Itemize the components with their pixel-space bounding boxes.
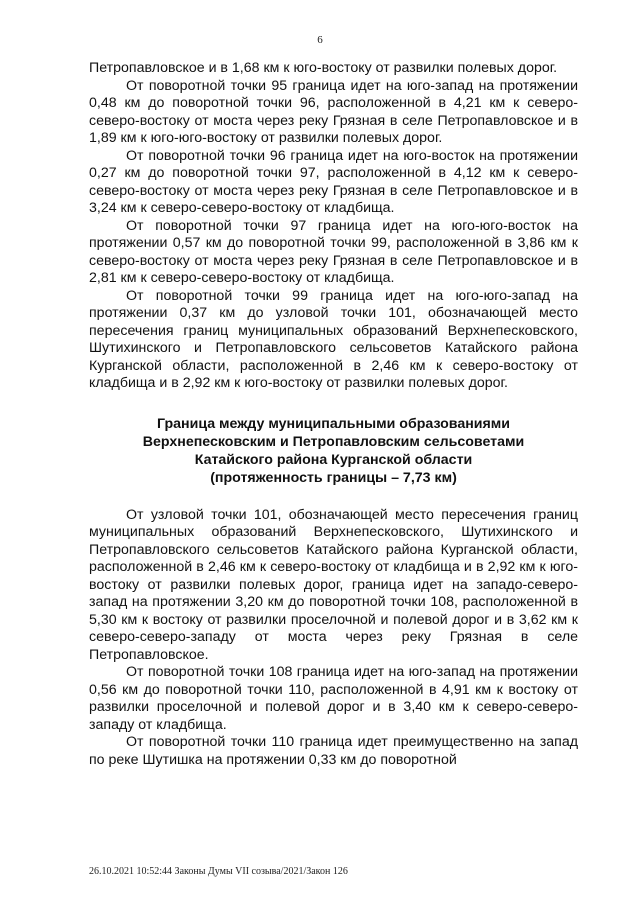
paragraph: От поворотной точки 96 граница идет на юго-восток на протяжении 0,27 км до поворотной точки 97, расположенной в 4,12 км к северо-северо-востоку от моста через реку Грязная в селе Петропавловское и в 3,24 км к северо-северо-востоку от кладбища.	[89, 147, 578, 216]
heading-line: Катайского района Курганской области	[194, 451, 473, 468]
heading-length-line: (протяженность границы – 7,73 км)	[210, 469, 457, 486]
section-heading	[89, 415, 578, 487]
paragraph: От поворотной точки 110 граница идет преимущественно на запад по реке Шутишка на протяжении 0,33 км до поворотной	[89, 734, 578, 768]
paragraph: От поворотной точки 99 граница идет на юго-юго-запад на протяжении 0,37 км до узловой точки 101, обозначающей место пересечения границ муниципальных образований Верхнепесковского, Шутихинского и Петропавловского сельсоветов Катайского района Курганской области, расположенной в 2,46 км к северо-востоку от кладбища и в 2,92 км к юго-востоку от развилки полевых дорог.	[89, 287, 578, 391]
page-number: 6	[317, 34, 323, 46]
paragraph: От узловой точки 101, обозначающей место пересечения границ муниципальных образований Верхнепесковского, Шутихинского и Петропавловского сельсоветов Катайского района Курганской области, расположенной в 2,46 км к северо-востоку от кладбища и в 2,92 км к юго-востоку от развилки полевых дорог, граница идет на западо-северо-запад на протяжении 3,20 км до поворотной точки 108, расположенной в 5,30 км к востоку от развилки проселочной и полевой дорог и в 3,62 км к северо-северо-западу от моста через реку Грязная в селе Петропавловское.	[89, 506, 578, 663]
paragraph: Петропавловское и в 1,68 км к юго-востоку от развилки полевых дорог.	[89, 60, 558, 76]
paragraph: От поворотной точки 95 граница идет на юго-запад на протяжении 0,48 км до поворотной точки 96, расположенной в 4,21 км к северо-северо-востоку от моста через реку Грязная в селе Петропавловское и в 1,89 км к юго-юго-востоку от развилки полевых дорог.	[89, 77, 578, 146]
paragraph: От поворотной точки 97 граница идет на юго-юго-восток на протяжении 0,57 км до поворотной точки 99, расположенной в 3,86 км к северо-востоку от моста через реку Грязная в селе Петропавловское и в 2,81 км к северо-северо-востоку от кладбища.	[89, 217, 578, 286]
heading-line: Верхнепесковским и Петропавловским сельсоветами	[142, 433, 525, 450]
footer-stamp: 26.10.2021 10:52:44 Законы Думы VII созыва/2021/Закон 126	[89, 866, 348, 877]
paragraph: От поворотной точки 108 граница идет на юго-запад на протяжении 0,56 км до поворотной точки 110, расположенной в 4,91 км к востоку от развилки проселочной и полевой дорог и в 3,40 км к северо-северо-западу от кладбища.	[89, 664, 578, 733]
heading-line: Граница между муниципальными образованиями	[156, 415, 511, 432]
document-body	[89, 60, 578, 769]
